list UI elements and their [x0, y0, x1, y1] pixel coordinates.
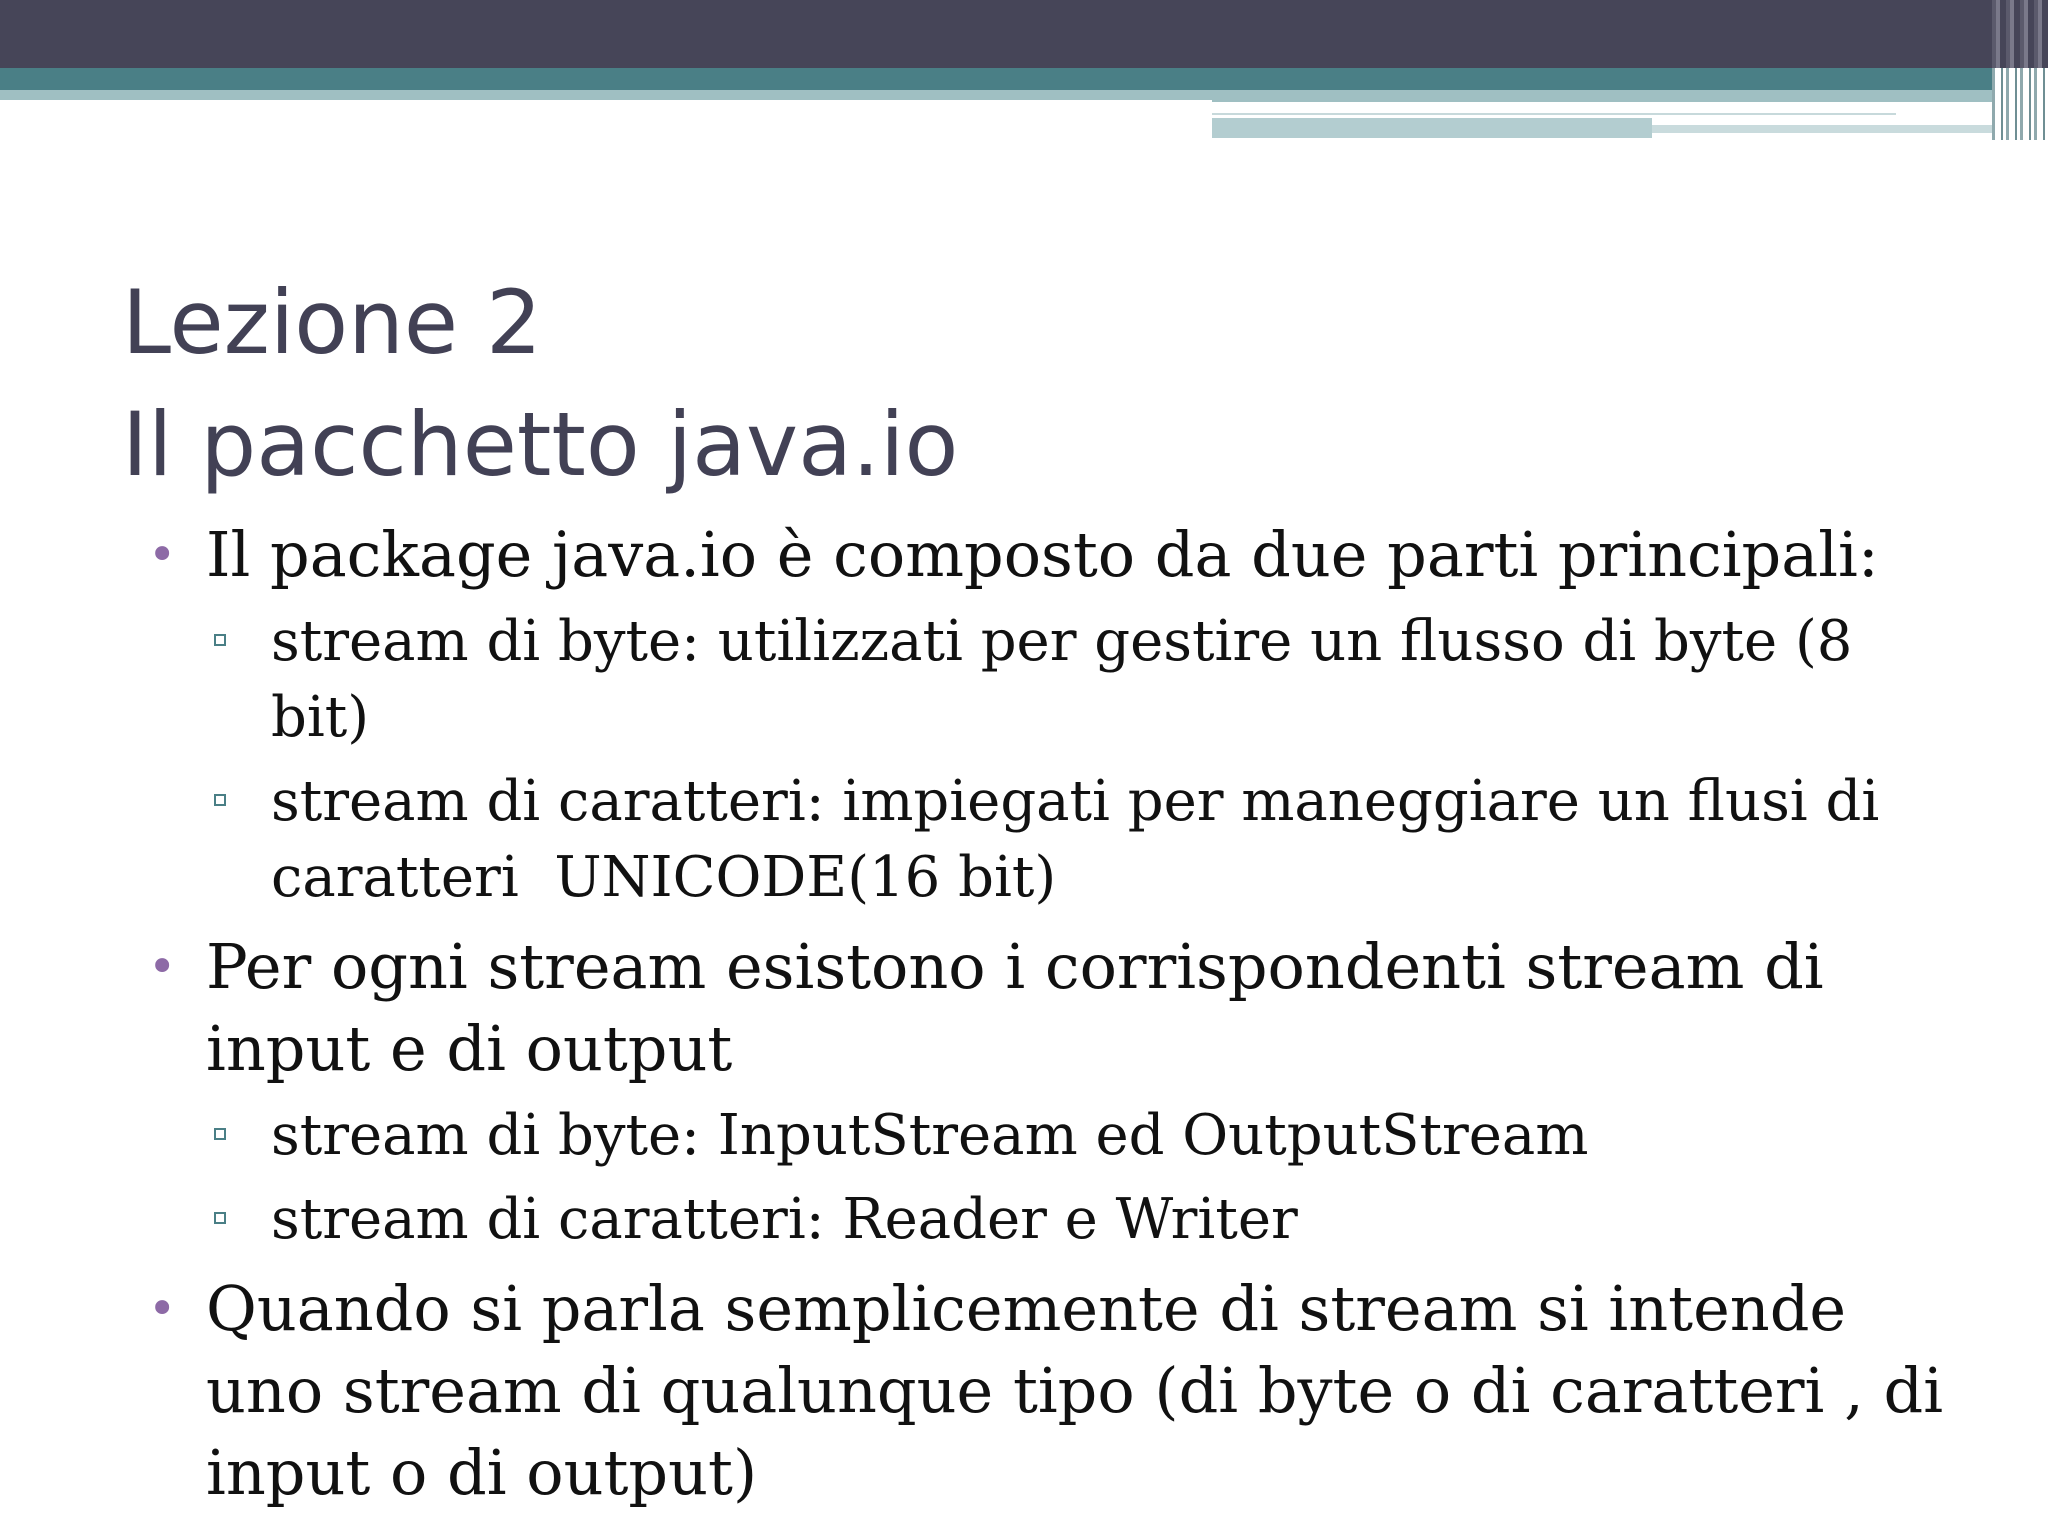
header-band-dark — [0, 0, 2048, 68]
square-bullet-icon — [214, 634, 226, 646]
square-bullet-icon — [214, 1128, 226, 1140]
bullet-text: Quando si parla semplicemente di stream si intende uno stream di qualunque tipo (di byte o di caratteri , di input o di output) — [206, 1272, 1944, 1509]
sub-bullet-item — [146, 604, 1946, 756]
bullet-text: Il package java.io è composto da due parti principali: — [206, 518, 1879, 591]
square-bullet-icon — [214, 794, 226, 806]
slide-title-line-1: Lezione 2 — [122, 271, 542, 374]
bullet-dot-icon: • — [148, 939, 177, 995]
slide-title — [122, 262, 958, 506]
header-band-accent-thin — [1652, 125, 2048, 133]
header-band-accent — [1212, 118, 1652, 138]
sub-bullet-item — [146, 1182, 1946, 1258]
bullet-dot-icon: • — [148, 1281, 177, 1337]
sub-bullet-item — [146, 1098, 1946, 1174]
bullet-item — [146, 926, 1946, 1090]
sub-bullet-text: stream di caratteri: impiegati per maneggiare un flusi di caratteri UNICODE(16 bit) — [271, 769, 1898, 910]
square-bullet-icon — [214, 1212, 226, 1224]
bullet-text: Per ogni stream esistono i corrispondenti stream di input e di output — [206, 930, 1824, 1085]
header-band-light-right — [1212, 90, 2048, 102]
sub-bullet-item — [146, 764, 1898, 916]
bullet-item — [146, 514, 1946, 596]
bullet-dot-icon: • — [148, 527, 177, 583]
sub-bullet-text: stream di byte: InputStream ed OutputStream — [271, 1103, 1589, 1168]
bullet-item — [146, 1268, 1946, 1514]
header-band-light — [0, 90, 1212, 100]
slide-title-line-2: Il pacchetto java.io — [122, 393, 959, 496]
header-divider-line — [1212, 110, 1896, 115]
sub-bullet-text: stream di caratteri: Reader e Writer — [271, 1187, 1298, 1252]
header-edge-stripes-dark — [1992, 0, 2048, 68]
header-band-teal — [0, 68, 2048, 90]
sub-bullet-text: stream di byte: utilizzati per gestire un flusso di byte (8 bit) — [271, 609, 1853, 750]
slide-content — [146, 514, 1946, 1514]
